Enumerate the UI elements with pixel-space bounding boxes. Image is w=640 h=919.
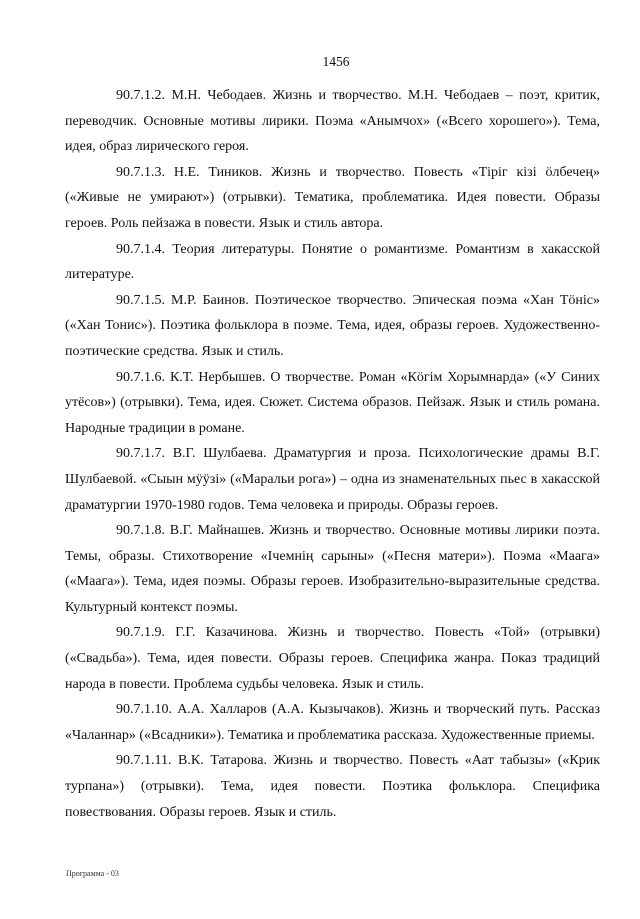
paragraph-90-7-1-8: 90.7.1.8. В.Г. Майнашев. Жизнь и творчество. Основные мотивы лирики поэта. Темы, образы. Стихотворение «Iчемнiң сарыны» («Песня матери»). Поэма «Маага» («Маага»). Тема, идея поэмы. Образы героев. Изобразительно-выразительные средства. Культурный контекст поэмы.: [65, 523, 600, 615]
paragraph-90-7-1-7: 90.7.1.7. В.Г. Шулбаева. Драматургия и проза. Психологические драмы В.Г. Шулбаевой. «Сыын мӱӱзi» («Маральи рога») – одна из знаменательных пьес в хакасской драматургии 1970-1980 годов. Тема человека и природы. Образы героев.: [65, 446, 600, 513]
paragraph-90-7-1-2: 90.7.1.2. М.Н. Чебодаев. Жизнь и творчество. М.Н. Чебодаев – поэт, критик, переводчик. Основные мотивы лирики. Поэма «Анымчох» («Всего хорошего»). Тема, идея, образ лирического героя.: [65, 88, 600, 155]
paragraph-90-7-1-10: 90.7.1.10. А.А. Халларов (А.А. Кызычаков). Жизнь и творческий путь. Рассказ «Чаланнар» («Всадники»). Тематика и проблематика рассказа. Художественные приемы.: [65, 702, 600, 743]
paragraph-90-7-1-6: 90.7.1.6. К.Т. Нербышев. О творчестве. Роман «Кӧгiм Хорымнарда» («У Синих утёсов») (отрывки). Тема, идея. Сюжет. Система образов. Пейзаж. Язык и стиль романа. Народные традиции в романе.: [65, 369, 600, 436]
page-footer: Программа - 03: [66, 869, 119, 878]
paragraph-90-7-1-5: 90.7.1.5. М.Р. Баинов. Поэтическое творчество. Эпическая поэма «Хан Тӧнiс» («Хан Тонис»). Поэтика фольклора в поэме. Тема, идея, образы героев. Художественно-поэтические средства. Язык и стиль.: [65, 292, 600, 359]
page-number: 1456: [322, 54, 350, 69]
paragraph-90-7-1-9: 90.7.1.9. Г.Г. Казачинова. Жизнь и творчество. Повесть «Той» (отрывки) («Свадьба»). Тема, идея повести. Образы героев. Специфика жанра. Показ традиций народа в повести. Проблема судьбы человека. Язык и стиль.: [65, 625, 600, 692]
paragraph-90-7-1-3: 90.7.1.3. Н.Е. Тиников. Жизнь и творчество. Повесть «Тірiг кiзi ӧлбечең» («Живые не умирают») (отрывки). Тематика, проблематика. Идея повести. Образы героев. Роль пейзажа в повести. Язык и стиль автора.: [65, 164, 600, 231]
paragraph-90-7-1-11: 90.7.1.11. В.К. Татарова. Жизнь и творчество. Повесть «Аат табызы» («Крик турпана») (отрывки). Тема, идея повести. Поэтика фольклора. Специфика повествования. Образы героев. Язык и стиль.: [65, 753, 600, 820]
page-body: [65, 83, 600, 825]
paragraph-90-7-1-4: 90.7.1.4. Теория литературы. Понятие о романтизме. Романтизм в хакасской литературе.: [65, 241, 600, 283]
